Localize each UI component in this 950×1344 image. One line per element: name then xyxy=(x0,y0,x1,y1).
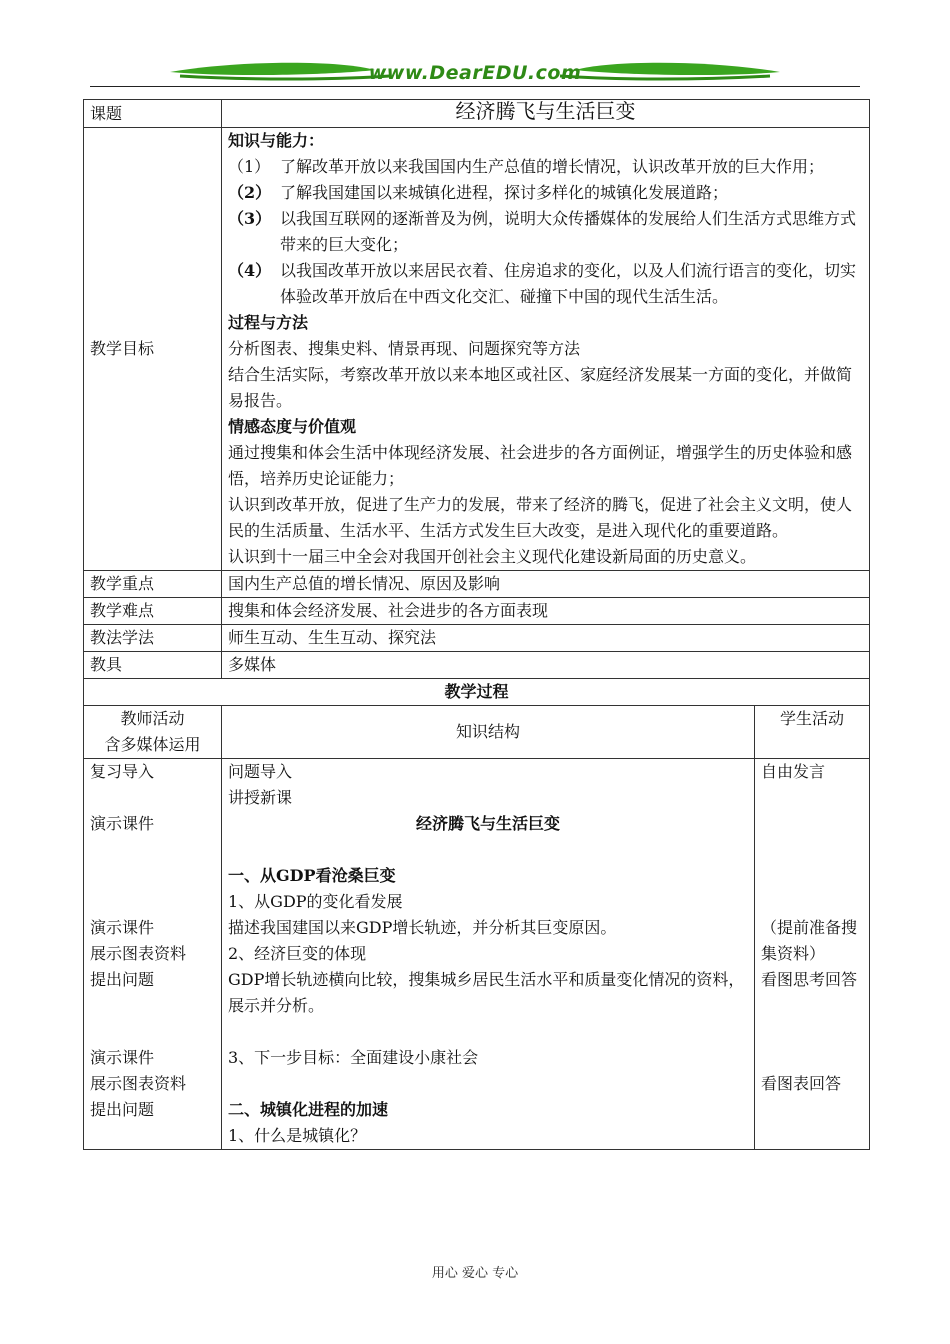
knowledge-heading: 知识与能力： xyxy=(228,131,325,150)
lesson-plan-table xyxy=(83,99,870,1150)
spacer xyxy=(90,993,215,1019)
spacer xyxy=(90,889,215,915)
spacer xyxy=(761,811,863,837)
spacer xyxy=(761,785,863,811)
emotion-heading: 情感态度与价值观 xyxy=(228,417,357,436)
student-column-header: 学生活动 xyxy=(755,706,870,759)
spacer xyxy=(761,1045,863,1071)
difficulty-label: 教学难点 xyxy=(84,598,222,625)
difficulty-row xyxy=(84,598,870,625)
knowledge-line: 问题导入 xyxy=(228,762,293,781)
student-activity: 自由发言 xyxy=(761,762,826,781)
knowledge-line: 1、什么是城镇化？ xyxy=(228,1126,367,1145)
spacer xyxy=(761,863,863,889)
site-name[interactable]: www.DearEDU.com xyxy=(368,62,582,84)
spacer xyxy=(761,993,863,1019)
spacer xyxy=(761,1019,863,1045)
objective-item xyxy=(228,180,863,206)
topic-label: 课题 xyxy=(84,100,222,128)
teacher-activity: 提出问题 xyxy=(90,1100,155,1119)
objective-item xyxy=(228,258,863,310)
process-line: 结合生活实际，考察改革开放以来本地区或社区、家庭经济发展某一方面的变化，并做简易报告。 xyxy=(228,365,853,410)
spacer xyxy=(228,837,748,863)
tools-label: 教具 xyxy=(84,652,222,679)
tools-value: 多媒体 xyxy=(222,652,870,679)
knowledge-line: 讲授新课 xyxy=(228,788,293,807)
spacer xyxy=(90,863,215,889)
objective-number: （1） xyxy=(228,157,271,176)
knowledge-line: 3、下一步目标：全面建设小康社会 xyxy=(228,1048,479,1067)
spacer xyxy=(761,889,863,915)
student-activity: 看图表回答 xyxy=(761,1074,842,1093)
objective-item xyxy=(228,206,863,258)
spacer xyxy=(90,837,215,863)
lesson-title: 经济腾飞与生活巨变 xyxy=(415,814,560,833)
process-body-row xyxy=(84,759,870,1150)
objective-text: 了解改革开放以来我国国内生产总值的增长情况，认识改革开放的巨大作用； xyxy=(280,157,825,176)
objectives-content xyxy=(222,128,870,571)
key-point-value: 国内生产总值的增长情况、原因及影响 xyxy=(222,571,870,598)
teacher-header-line: 含多媒体运用 xyxy=(104,735,201,754)
teacher-activity: 演示课件 xyxy=(90,814,155,833)
teacher-activity: 展示图表资料 xyxy=(90,944,187,963)
objective-text: 以我国互联网的逐渐普及为例，说明大众传播媒体的发展给人们生活方式思维方式带来的巨大变化； xyxy=(280,209,857,254)
objective-number: （2） xyxy=(228,183,272,202)
objective-text: 了解我国建国以来城镇化进程，探讨多样化的城镇化发展道路； xyxy=(280,183,729,202)
teacher-activity-column xyxy=(84,759,222,1150)
page-header xyxy=(90,58,860,90)
method-value: 师生互动、生生互动、探究法 xyxy=(222,625,870,652)
method-label: 教法学法 xyxy=(84,625,222,652)
page-footer: 用心 爱心 专心 xyxy=(431,1266,519,1281)
process-section-heading: 教学过程 xyxy=(84,679,870,706)
emotion-line: 认识到十一届三中全会对我国开创社会主义现代化建设新局面的历史意义。 xyxy=(228,547,757,566)
section-heading: 二、城镇化进程的加速 xyxy=(228,1100,389,1119)
objective-item xyxy=(228,154,863,180)
teacher-activity: 展示图表资料 xyxy=(90,1074,187,1093)
objectives-label: 教学目标 xyxy=(84,128,222,571)
knowledge-column-header: 知识结构 xyxy=(222,706,755,759)
topic-row xyxy=(84,100,870,128)
topic-title: 经济腾飞与生活巨变 xyxy=(222,100,870,128)
header-rule xyxy=(90,86,860,87)
spacer xyxy=(90,785,215,811)
student-activity: 看图思考回答 xyxy=(761,970,858,989)
student-activity-column xyxy=(755,759,870,1150)
spacer xyxy=(761,837,863,863)
student-activity: （提前准备搜集资料） xyxy=(761,918,858,963)
teacher-header-line: 教师活动 xyxy=(120,709,185,728)
knowledge-line: GDP增长轨迹横向比较，搜集城乡居民生活水平和质量变化情况的资料，展示并分析。 xyxy=(228,970,745,1015)
key-point-label: 教学重点 xyxy=(84,571,222,598)
teacher-activity: 演示课件 xyxy=(90,918,155,937)
spacer xyxy=(228,1071,748,1097)
objective-number: （4） xyxy=(228,261,272,280)
teacher-column-header xyxy=(84,706,222,759)
key-point-row xyxy=(84,571,870,598)
knowledge-structure-column xyxy=(222,759,755,1150)
emotion-line: 通过搜集和体会生活中体现经济发展、社会进步的各方面例证，增强学生的历史体验和感悟，培养历史论证能力； xyxy=(228,443,853,488)
teacher-activity: 复习导入 xyxy=(90,762,155,781)
objective-number: （3） xyxy=(228,209,272,228)
teacher-activity: 演示课件 xyxy=(90,1048,155,1067)
teacher-activity: 提出问题 xyxy=(90,970,155,989)
process-heading-row xyxy=(84,679,870,706)
knowledge-line: 2、经济巨变的体现 xyxy=(228,944,367,963)
method-row xyxy=(84,625,870,652)
process-column-headers xyxy=(84,706,870,759)
process-heading: 过程与方法 xyxy=(228,313,309,332)
emotion-line: 认识到改革开放，促进了生产力的发展，带来了经济的腾飞，促进了社会主义文明，使人民的生活质量、生活水平、生活方式发生巨大改变，是进入现代化的重要道路。 xyxy=(228,495,853,540)
difficulty-value: 搜集和体会经济发展、社会进步的各方面表现 xyxy=(222,598,870,625)
section-heading: 一、从GDP看沧桑巨变 xyxy=(228,866,396,885)
spacer xyxy=(90,1019,215,1045)
spacer xyxy=(228,1019,748,1045)
tools-row xyxy=(84,652,870,679)
objective-text: 以我国改革开放以来居民衣着、住房追求的变化，以及人们流行语言的变化，切实体验改革开放后在中西文化交汇、碰撞下中国的现代生活生活。 xyxy=(280,261,857,306)
objectives-row xyxy=(84,128,870,571)
process-line: 分析图表、搜集史料、情景再现、问题探究等方法 xyxy=(228,339,581,358)
knowledge-line: 1、从GDP的变化看发展 xyxy=(228,892,403,911)
knowledge-line: 描述我国建国以来GDP增长轨迹，并分析其巨变原因。 xyxy=(228,918,617,937)
